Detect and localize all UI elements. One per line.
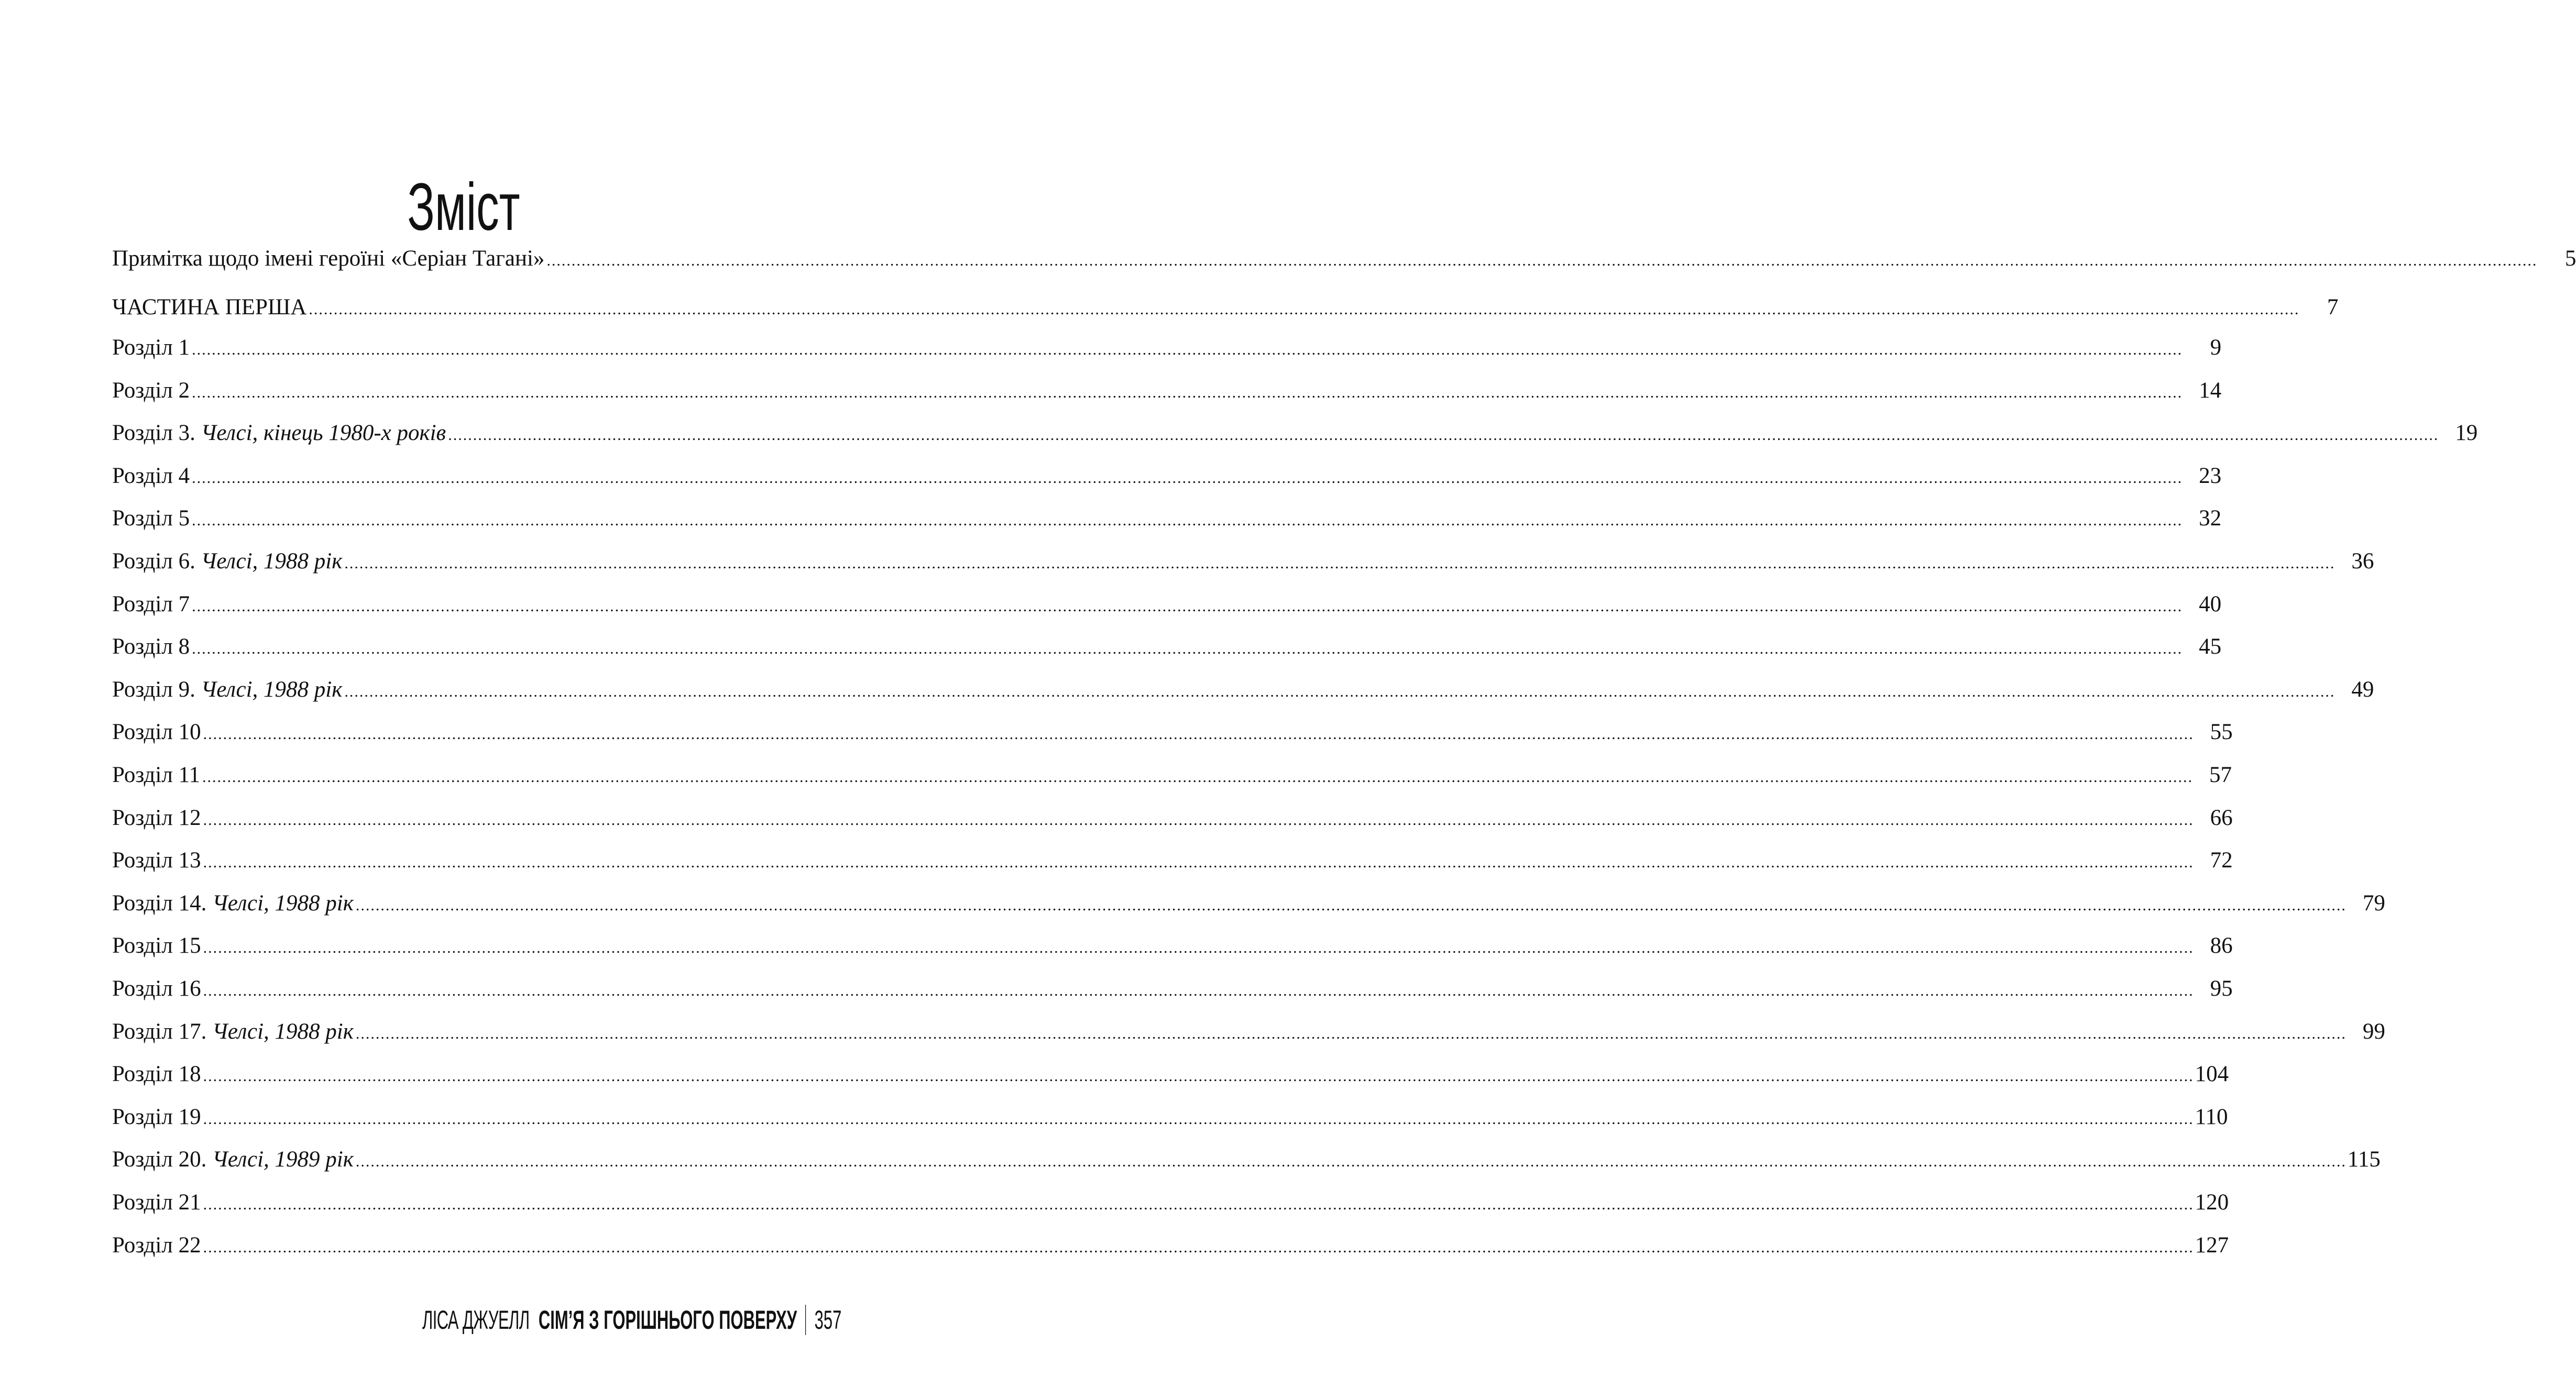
toc-entry-page: 57 [2209,763,2232,787]
toc-entry[interactable] [112,1188,2229,1217]
toc-entry[interactable] [112,632,2222,662]
toc-entry-title: Розділ 5 [112,506,190,531]
dot-leader: ................................................................................................................................................................................................................................................................................................................................................................................................................ [192,341,2183,358]
toc-entry-label [112,1145,354,1174]
toc-entry-page: 36 [2351,549,2374,574]
toc-entry[interactable] [112,504,2222,533]
toc-entry-page: 7 [2327,295,2339,320]
dot-leader: ................................................................................................................................................................................................................................................................................................................................................................................................................ [309,301,2300,318]
toc-entry-title: Розділ 15 [112,933,201,959]
toc-entry-page: 9 [2210,335,2222,360]
toc-entry-page: 45 [2199,634,2222,659]
toc-entry-title: Розділ 14. [112,890,207,916]
toc-entry-title: Розділ 1 [112,335,190,360]
toc-entry[interactable] [112,1060,2229,1089]
toc-entry-label [112,590,190,619]
dot-leader: ................................................................................................................................................................................................................................................................................................................................................................................................................ [203,1238,2194,1256]
dot-leader: ................................................................................................................................................................................................................................................................................................................................................................................................................ [546,252,2538,269]
toc-entry[interactable] [112,718,2233,747]
toc-entry-label [112,1017,354,1046]
dot-leader: ................................................................................................................................................................................................................................................................................................................................................................................................................ [203,1110,2194,1128]
footer-book-title: СІМ’Я З ГОРІШНЬОГО ПОВЕРХУ [538,1305,797,1335]
toc-entry-subtitle: Челсі, кінець 1980-х років [201,421,446,446]
toc-entry-page: 14 [2199,378,2222,403]
toc-entry-title: Розділ 12 [112,805,201,830]
toc-entry-title: Розділ 4 [112,463,190,488]
toc-entry-label [112,761,200,790]
dot-leader: ................................................................................................................................................................................................................................................................................................................................................................................................................ [203,854,2194,872]
toc-entry-title: Розділ 8 [112,634,190,659]
toc-entry[interactable] [112,1231,2229,1260]
toc-entry-page: 104 [2195,1062,2229,1087]
toc-entry-subtitle: Челсі, 1988 рік [212,890,354,916]
toc-entry-title: Розділ 3. [112,421,195,446]
toc-entry-title: Розділ 16 [112,976,201,1001]
toc-entry-label [112,293,306,322]
toc-entry[interactable] [112,590,2222,619]
toc-entry[interactable] [112,1103,2228,1132]
toc-entry-title: Розділ 22 [112,1232,201,1258]
dot-leader: ................................................................................................................................................................................................................................................................................................................................................................................................................ [355,1153,2347,1171]
toc-entry[interactable] [112,846,2233,875]
dot-leader: ................................................................................................................................................................................................................................................................................................................................................................................................................ [448,426,2439,444]
toc-entry-label [112,846,201,875]
toc-entry-page: 115 [2347,1147,2381,1172]
toc-entry-title: Розділ 21 [112,1190,201,1215]
dot-leader: ................................................................................................................................................................................................................................................................................................................................................................................................................ [344,682,2336,700]
toc-entry-label [112,632,190,662]
toc-entry[interactable] [112,244,2576,273]
toc-entry-title: Розділ 11 [112,763,200,787]
toc-entry-label [112,889,354,918]
toc-entry-label [112,418,446,448]
toc-entry-page: 95 [2210,976,2233,1001]
toc-entry-page: 110 [2195,1104,2228,1129]
toc-entry-label [112,461,190,491]
toc-entry[interactable] [112,547,2374,576]
toc-entry[interactable] [112,461,2222,491]
toc-entry-title: Розділ 19 [112,1104,201,1129]
toc-entry[interactable] [112,974,2233,1004]
toc-entry-page: 5 [2564,246,2576,271]
toc-entry-title: Розділ 13 [112,848,201,873]
toc-entry-title: Розділ 10 [112,720,201,745]
toc-entry[interactable] [112,761,2232,790]
dot-leader: ................................................................................................................................................................................................................................................................................................................................................................................................................ [203,1196,2194,1213]
toc-entry[interactable] [112,333,2222,362]
footer-page-number: 357 [814,1305,842,1335]
toc-entry-subtitle: Челсі, 1989 рік [212,1147,354,1172]
toc-entry-page: 66 [2210,805,2233,830]
toc-entry-label [112,803,201,833]
toc-entry-page: 72 [2210,848,2233,873]
toc-entry-label [112,244,544,273]
toc-entry[interactable] [112,889,2385,918]
dot-leader: ................................................................................................................................................................................................................................................................................................................................................................................................................ [203,811,2194,829]
running-footer [422,1304,841,1336]
toc-entry-label [112,504,190,533]
dot-leader: ................................................................................................................................................................................................................................................................................................................................................................................................................ [202,768,2193,786]
toc-entry-page: 120 [2195,1190,2229,1215]
toc-entry-subtitle: Челсі, 1988 рік [212,1019,354,1044]
toc-entry-title: Розділ 9. [112,677,195,702]
dot-leader: ................................................................................................................................................................................................................................................................................................................................................................................................................ [203,725,2194,743]
toc-entry-page: 19 [2455,421,2478,446]
toc-entry-label [112,1060,201,1089]
toc-entry-subtitle: Челсі, 1988 рік [201,677,343,702]
dot-leader: ................................................................................................................................................................................................................................................................................................................................................................................................................ [192,512,2183,530]
toc-entry[interactable] [112,1017,2385,1046]
toc-entry-page: 40 [2199,591,2222,616]
toc-entry[interactable] [112,1145,2381,1174]
dot-leader: ................................................................................................................................................................................................................................................................................................................................................................................................................ [355,1025,2347,1042]
toc-entry-page: 79 [2362,890,2385,916]
toc-entry[interactable] [112,293,2339,322]
dot-leader: ................................................................................................................................................................................................................................................................................................................................................................................................................ [203,982,2194,999]
toc-entry-title: Розділ 6. [112,549,195,574]
toc-entry-label [112,718,201,747]
dot-leader: ................................................................................................................................................................................................................................................................................................................................................................................................................ [344,555,2336,572]
footer-divider [805,1305,806,1335]
toc-entry-label [112,333,190,362]
toc-entry[interactable] [112,803,2233,833]
toc-entry-page: 99 [2362,1019,2385,1044]
dot-leader: ................................................................................................................................................................................................................................................................................................................................................................................................................ [355,896,2347,914]
toc-entry-title: Розділ 18 [112,1062,201,1087]
toc-entry-label [112,1103,201,1132]
toc-entry-page: 49 [2351,677,2374,702]
toc-entry-title: Примітка щодо імені героїні «Серіан Тагані» [112,246,545,271]
toc-entry[interactable] [112,376,2222,405]
dot-leader: ................................................................................................................................................................................................................................................................................................................................................................................................................ [192,469,2183,487]
toc-entry-title: Розділ 20. [112,1147,207,1172]
toc-entry-label [112,547,342,576]
toc-entry-subtitle: Челсі, 1988 рік [201,549,343,574]
toc-entry[interactable] [112,931,2233,961]
toc-entry-label [112,974,201,1004]
toc-entry-title: ЧАСТИНА ПЕРША [112,295,307,320]
dot-leader: ................................................................................................................................................................................................................................................................................................................................................................................................................ [192,383,2183,401]
toc-entry-page: 32 [2199,506,2222,531]
toc-entry-page: 55 [2210,720,2233,745]
toc-entry-page: 127 [2195,1232,2229,1258]
page-title: Зміст [407,169,520,245]
toc-entry-label [112,675,342,704]
footer-author: ЛІСА ДЖУЕЛЛ [422,1305,530,1335]
toc-entry-label [112,931,201,961]
toc-entry-title: Розділ 17. [112,1019,207,1044]
toc-entry-label [112,376,190,405]
dot-leader: ................................................................................................................................................................................................................................................................................................................................................................................................................ [192,640,2183,658]
toc-entry-label [112,1188,201,1217]
dot-leader: ................................................................................................................................................................................................................................................................................................................................................................................................................ [203,939,2194,957]
toc-entry-page: 86 [2210,933,2233,959]
toc-entry[interactable] [112,418,2478,448]
toc-entry-title: Розділ 2 [112,378,190,403]
toc-entry-title: Розділ 7 [112,591,190,616]
toc-entry-page: 23 [2199,463,2222,488]
dot-leader: ................................................................................................................................................................................................................................................................................................................................................................................................................ [192,597,2183,615]
toc-entry-label [112,1231,201,1260]
dot-leader: ................................................................................................................................................................................................................................................................................................................................................................................................................ [203,1067,2194,1085]
toc-entry[interactable] [112,675,2374,704]
